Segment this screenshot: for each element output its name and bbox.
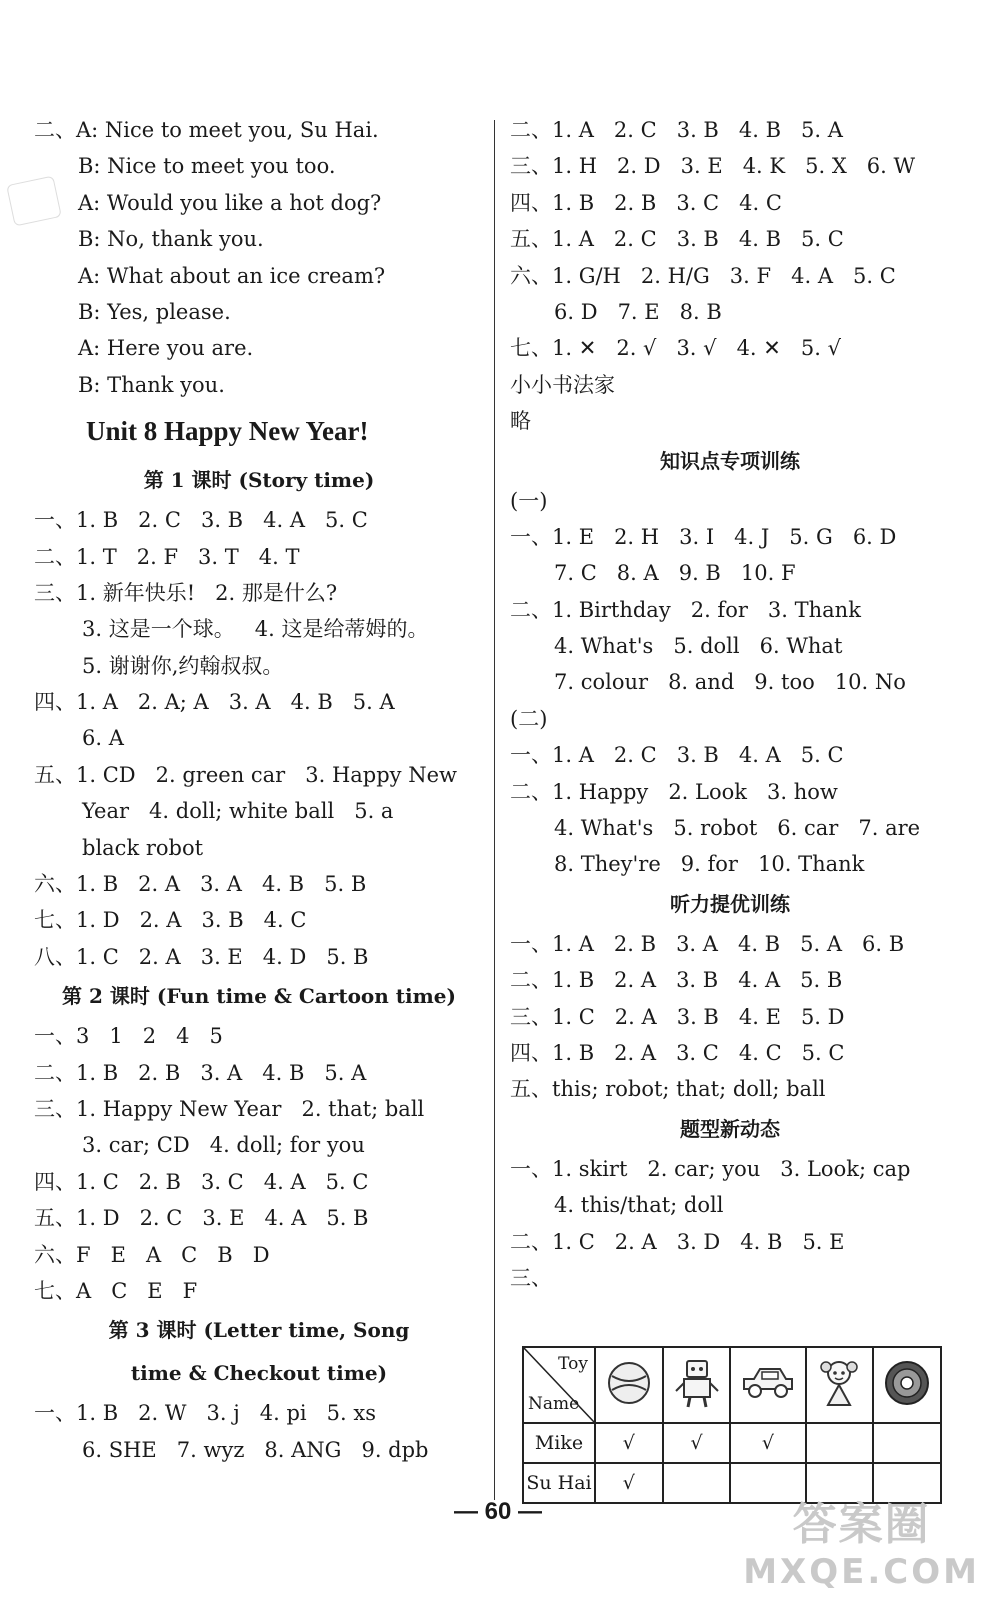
section-title: time & Checkout time) [130,1361,388,1386]
answer-line: 六、1. G/H 2. H/G 3. F 4. A 5. C [510,263,896,288]
answer-line: B: Thank you. [78,372,225,397]
answer-line: A: Would you like a hot dog? [78,190,382,215]
answer-line: A: What about an ice cream? [78,263,386,288]
answer-line: 七、1. ✕ 2. √ 3. √ 4. ✕ 5. √ [510,336,841,361]
header-name-label: Name [528,1394,580,1414]
answer-line: 三、1. H 2. D 3. E 4. K 5. X 6. W [510,154,916,179]
answer-line: B: No, thank you. [78,227,264,252]
answer-line: 三、 [510,1265,552,1290]
section-title: 第 1 课时 (Story time) [143,468,375,493]
section-title: 听力提优训练 [670,891,790,916]
answer-line: 4. What's 5. robot 6. car 7. are [554,816,921,841]
watermark-logo [743,1488,980,1592]
left-column [34,112,484,1468]
answer-line: Year 4. doll; white ball 5. a [82,799,394,824]
answer-line: 五、1. CD 2. green car 3. Happy New [34,762,457,787]
robot-icon [672,1355,722,1411]
row-name-cell: Mike [523,1423,595,1463]
answer-line: 7. C 8. A 9. B 10. F [554,561,796,586]
car-icon [740,1363,796,1403]
answer-line: 三、1. C 2. A 3. B 4. E 5. D [510,1004,845,1029]
unit-title: Unit 8 Happy New Year! [86,416,369,447]
answer-line: 一、1. A 2. B 3. A 4. B 5. A 6. B [510,931,905,956]
answer-line: 五、1. A 2. C 3. B 4. B 5. C [510,227,844,252]
answer-line: 二、1. B 2. B 3. A 4. B 5. A [34,1060,367,1085]
answer-line: 七、A C E F [34,1278,198,1303]
section-title: 题型新动态 [680,1116,780,1141]
answer-line: B: Nice to meet you too. [78,154,336,179]
answer-line: 八、1. C 2. A 3. E 4. D 5. B [34,944,369,969]
answer-line: 6. SHE 7. wyz 8. ANG 9. dpb [82,1437,429,1462]
answer-line: 五、this; robot; that; doll; ball [510,1077,826,1102]
answer-line: black robot [82,835,204,860]
table-corner-cell [523,1347,595,1423]
answer-line: A: Here you are. [78,336,254,361]
answer-line: 五、1. D 2. C 3. E 4. A 5. B [34,1206,369,1231]
answer-line: 四、1. A 2. A; A 3. A 4. B 5. A [34,690,395,715]
answer-line: 二、A: Nice to meet you, Su Hai. [34,118,379,142]
mark-cell: √ [730,1423,805,1463]
answer-line: 六、1. B 2. A 3. A 4. B 5. B [34,872,367,897]
doll-cell [806,1347,874,1423]
answer-line: 一、1. skirt 2. car; you 3. Look; cap [510,1156,911,1181]
answer-line: 三、1. Happy New Year 2. that; ball [34,1096,425,1121]
ball-icon [604,1358,654,1408]
answer-line: 二、1. B 2. A 3. B 4. A 5. B [510,968,843,993]
right-column [510,112,950,1296]
toy-table [522,1346,942,1504]
doll-icon [814,1355,864,1411]
car-cell [730,1347,805,1423]
answer-line: 3. 这是一个球。 4. 这是给蒂姆的。 [82,617,429,642]
answer-line: 二、1. A 2. C 3. B 4. B 5. A [510,118,843,142]
answer-line: B: Yes, please. [78,299,231,324]
answer-line: 二、1. C 2. A 3. D 4. B 5. E [510,1229,845,1254]
mark-cell: √ [595,1463,663,1503]
answer-line: 略 [510,409,531,434]
mark-cell [663,1463,731,1503]
cd-icon [882,1358,932,1408]
watermark-line2: MXQE.COM [743,1552,980,1592]
answer-line: 4. What's 5. doll 6. What [554,634,843,659]
mark-cell: √ [663,1423,731,1463]
answer-line: (一) [510,488,548,513]
answer-line: (二) [510,706,548,731]
cd-cell [873,1347,941,1423]
answer-line: 二、1. Birthday 2. for 3. Thank [510,597,861,622]
answer-line: 5. 谢谢你,约翰叔叔。 [82,653,284,678]
answer-line: 一、1. E 2. H 3. I 4. J 5. G 6. D [510,524,897,549]
answer-line: 一、1. B 2. C 3. B 4. A 5. C [34,508,368,533]
watermark-line1: 答案圈 [792,1499,931,1550]
answer-line: 一、3 1 2 4 5 [34,1024,223,1049]
answer-line: 二、1. T 2. F 3. T 4. T [34,544,300,569]
answer-line: 四、1. C 2. B 3. C 4. A 5. C [34,1169,369,1194]
answer-line: 二、1. Happy 2. Look 3. how [510,779,838,804]
answer-line: 六、F E A C B D [34,1242,270,1267]
header-toy-label: Toy [558,1354,588,1374]
answer-line: 七、1. D 2. A 3. B 4. C [34,908,307,933]
answer-line: 8. They're 9. for 10. Thank [554,852,865,877]
mark-cell [873,1423,941,1463]
section-title: 第 2 课时 (Fun time & Cartoon time) [62,984,456,1009]
answer-line: 3. car; CD 4. doll; for you [82,1133,365,1158]
section-title: 知识点专项训练 [660,448,800,473]
answer-line: 6. D 7. E 8. B [554,299,722,324]
answer-line: 4. this/that; doll [554,1193,724,1218]
answer-line: 7. colour 8. and 9. too 10. No [554,670,906,695]
mark-cell [806,1423,874,1463]
answer-line: 三、1. 新年快乐! 2. 那是什么? [34,580,338,605]
answer-line: 小小书法家 [510,372,615,397]
page-number: — 60 — [453,1498,543,1525]
column-divider [494,120,495,1500]
answer-line: 一、1. B 2. W 3. j 4. pi 5. xs [34,1401,376,1426]
table-header-row [523,1347,941,1423]
answer-line: 一、1. A 2. C 3. B 4. A 5. C [510,743,844,768]
row-name-cell: Su Hai [523,1463,595,1503]
answer-line: 四、1. B 2. A 3. C 4. C 5. C [510,1040,845,1065]
section-title: 第 3 课时 (Letter time, Song [108,1318,410,1343]
robot-cell [663,1347,731,1423]
ball-cell [595,1347,663,1423]
mark-cell: √ [595,1423,663,1463]
answer-line: 6. A [82,726,124,751]
table-row [523,1423,941,1463]
answer-line: 四、1. B 2. B 3. C 4. C [510,190,782,215]
